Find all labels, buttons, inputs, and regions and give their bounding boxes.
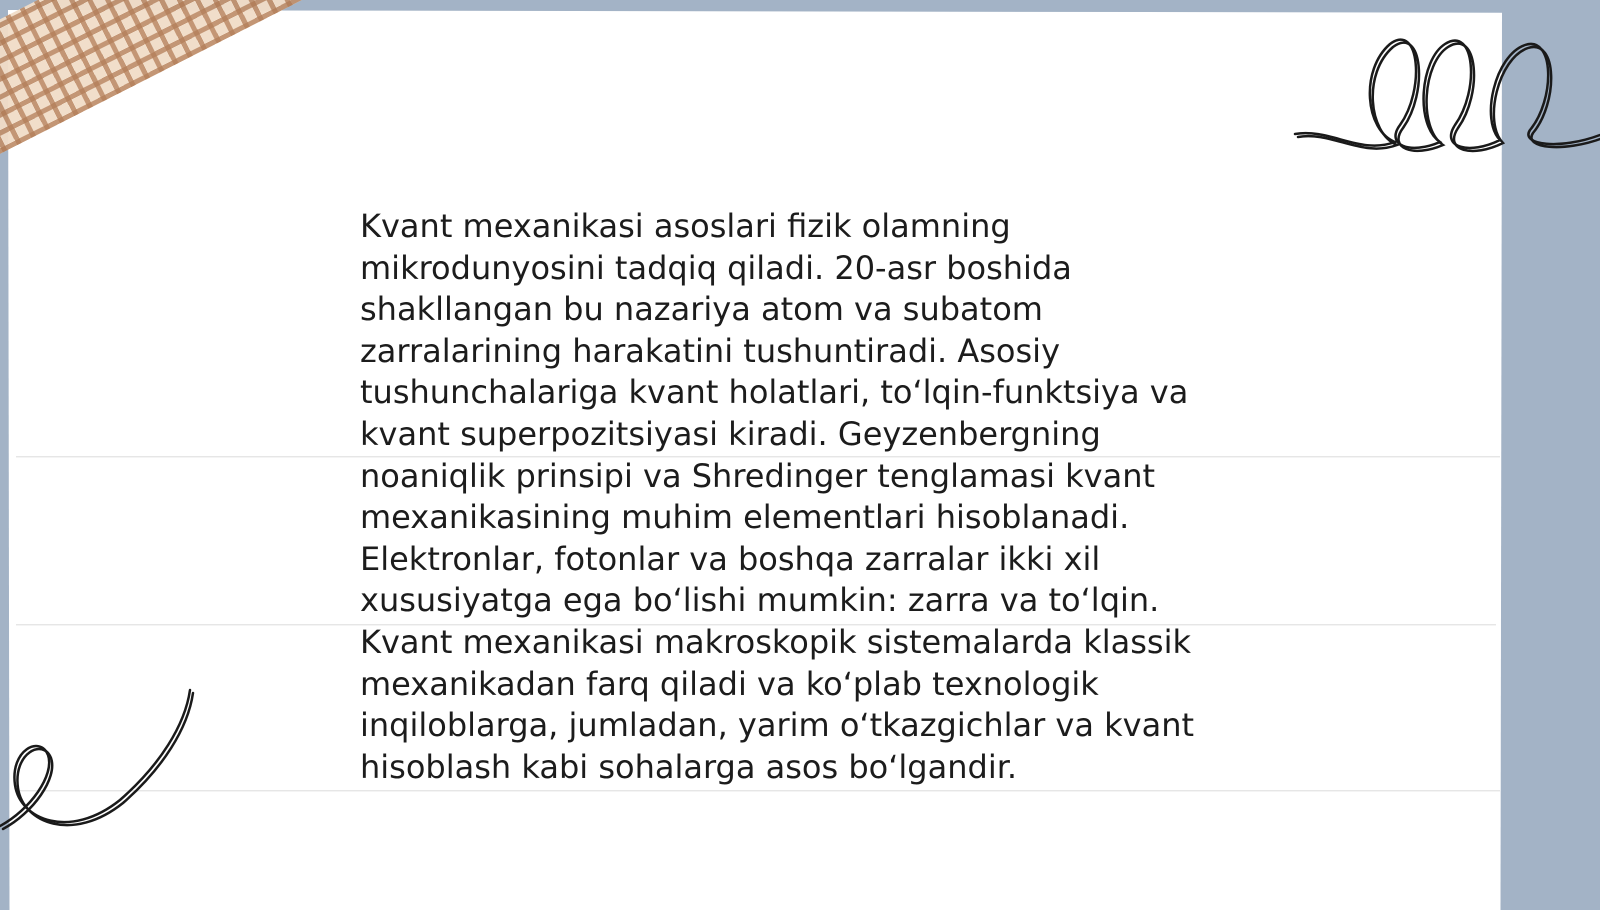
curl-scribble-icon xyxy=(0,690,200,850)
paper-rule-line xyxy=(16,790,1500,791)
loop-scribble-icon xyxy=(1290,30,1600,170)
body-paragraph: Kvant mexanikasi asoslari fizik olamning mikrodunyosini tadqiq qiladi. 20-asr boshida shakllangan bu nazariya atom va subatom zarralarining harakatini tushuntiradi. Asosiy tushunchalariga kvant holatlari, toʻlqin-funktsiya va kvant superpozitsiyasi kiradi. Geyzenbergning noaniqlik prinsipi va Shredinger tenglamasi kvant mexanikasining muhim elementlari hisoblanadi. Elektronlar, fotonlar va boshqa zarralar ikki xil xususiyatga ega boʻlishi mumkin: zarra va toʻlqin. Kvant mexanikasi makroskopik sistemalarda klassik mexanikadan farq qiladi va koʻplab texnologik inqiloblarga, jumladan, yarim oʻtkazgichlar va kvant hisoblash kabi sohalarga asos boʻlgandir. xyxy=(360,207,1195,786)
